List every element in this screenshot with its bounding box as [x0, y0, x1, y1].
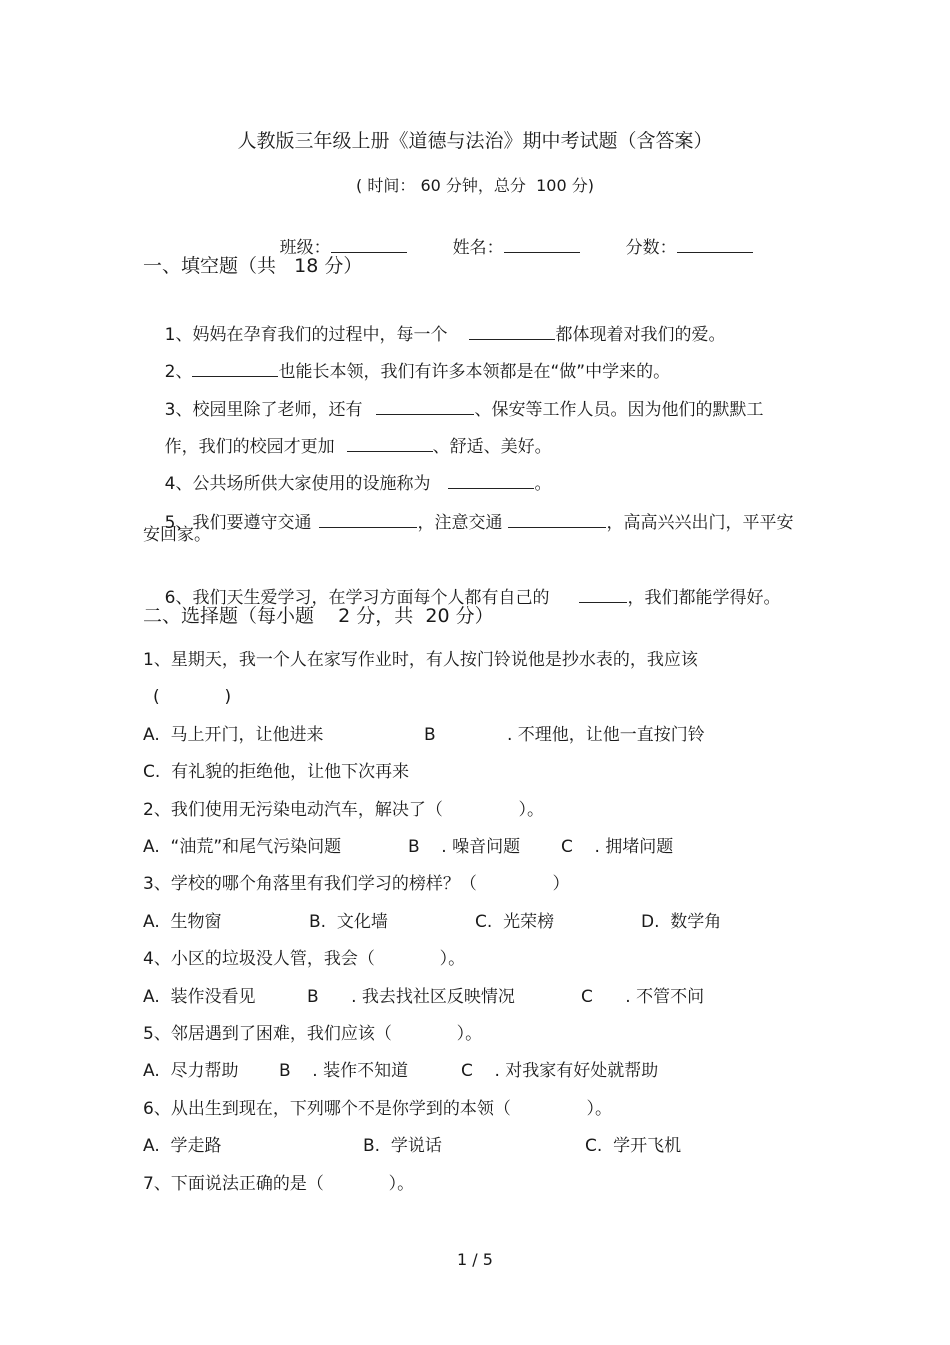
option-b[interactable]: B. 文化墙 — [309, 912, 388, 932]
question-text: 4、公共场所供大家使用的设施称为 — [164, 474, 431, 494]
option-c[interactable]: C . 对我家有好处就帮助 — [461, 1061, 659, 1081]
score-label: 分数： — [625, 238, 677, 258]
option-a[interactable]: A. 尽力帮助 — [143, 1061, 239, 1081]
option-c[interactable]: C. 光荣榜 — [475, 912, 555, 932]
question-text: 2、 — [164, 362, 193, 382]
option-c[interactable]: C . 拥堵问题 — [561, 837, 674, 857]
question-text: 5、我们要遵守交通 — [164, 513, 312, 533]
option-b-letter[interactable]: B — [424, 725, 436, 745]
question-text: 也能长本领，我们有许多本领都是在“做”中学来的。 — [278, 362, 671, 382]
option-b[interactable]: . 不理他，让他一直按门铃 — [507, 725, 705, 745]
section-heading-fill-blank: 一、填空题（共 18 分） — [143, 255, 363, 277]
score-field — [604, 212, 753, 281]
option-b[interactable]: B. 学说话 — [363, 1136, 442, 1156]
section-heading-choice: 二、选择题（每小题 2 分，共 20 分） — [143, 605, 494, 627]
option-a[interactable]: A. 装作没看见 — [143, 987, 256, 1007]
option-b[interactable]: B . 我去找社区反映情况 — [307, 987, 515, 1007]
answer-blank[interactable] — [579, 584, 627, 603]
choice-question-6: 6、从出生到现在，下列哪个不是你学到的本领（ ）。 — [143, 1099, 612, 1119]
choice-question-7: 7、下面说法正确的是（ ）。 — [143, 1174, 415, 1194]
question-text: 、舒适、美好。 — [432, 437, 552, 457]
exam-meta: ( 时间： 60 分钟，总分 100 分) — [356, 176, 594, 195]
choice-question-5: 5、邻居遇到了困难，我们应该（ ）。 — [143, 1024, 483, 1044]
page-title: 人教版三年级上册《道德与法治》期中考试题（含答案） — [237, 130, 713, 152]
question-text: 、保安等工作人员。因为他们的默默工 — [474, 400, 764, 420]
choice-question-1: 1、星期天，我一个人在家写作业时，有人按门铃说他是抄水表的，我应该 — [143, 650, 698, 670]
question-text: 作，我们的校园才更加 — [164, 437, 335, 457]
option-a[interactable]: A. 生物窗 — [143, 912, 222, 932]
option-a[interactable]: A. 马上开门，让他进来 — [143, 725, 324, 745]
option-a[interactable]: A. “油荒”和尾气污染问题 — [143, 837, 342, 857]
question-text: 6、我们天生爱学习，在学习方面每个人都有自己的 — [164, 588, 550, 608]
question-text: 1、妈妈在孕育我们的过程中，每一个 — [164, 325, 448, 345]
question-text: ，我们都能学得好。 — [627, 588, 781, 608]
question-text: 都体现着对我们的爱。 — [555, 325, 726, 345]
score-blank[interactable] — [677, 234, 753, 253]
name-blank[interactable] — [504, 234, 580, 253]
option-c[interactable]: C. 学开飞机 — [585, 1136, 682, 1156]
answer-blank[interactable] — [319, 509, 417, 528]
question-text: 3、校园里除了老师，还有 — [164, 400, 363, 420]
fill-question-5 — [143, 487, 793, 556]
option-c[interactable]: C. 有礼貌的拒绝他，让他下次再来 — [143, 762, 410, 782]
page-number: 1 / 5 — [457, 1250, 493, 1269]
choice-question-3: 3、学校的哪个角落里有我们学习的榜样？（ ） — [143, 874, 570, 894]
answer-blank[interactable] — [508, 509, 606, 528]
name-field — [431, 212, 580, 281]
question-text: ，注意交通 — [417, 513, 503, 533]
option-c[interactable]: C . 不管不问 — [581, 987, 705, 1007]
name-label: 姓名： — [452, 238, 504, 258]
option-a[interactable]: A. 学走路 — [143, 1136, 222, 1156]
class-blank[interactable] — [331, 234, 407, 253]
option-b[interactable]: B . 装作不知道 — [279, 1061, 409, 1081]
choice-question-2: 2、我们使用无污染电动汽车，解决了（ ）。 — [143, 800, 544, 820]
fill-question-5-cont: 安回家。 — [143, 525, 211, 545]
answer-paren[interactable]: ( ) — [153, 687, 232, 707]
question-text: 。 — [534, 474, 552, 494]
option-b[interactable]: B . 噪音问题 — [408, 837, 521, 857]
option-d[interactable]: D. 数学角 — [641, 912, 722, 932]
class-label: 班级： — [279, 238, 331, 258]
question-text: ，高高兴兴出门，平平安 — [606, 513, 794, 533]
choice-question-4: 4、小区的垃圾没人管，我会（ ）。 — [143, 949, 466, 969]
